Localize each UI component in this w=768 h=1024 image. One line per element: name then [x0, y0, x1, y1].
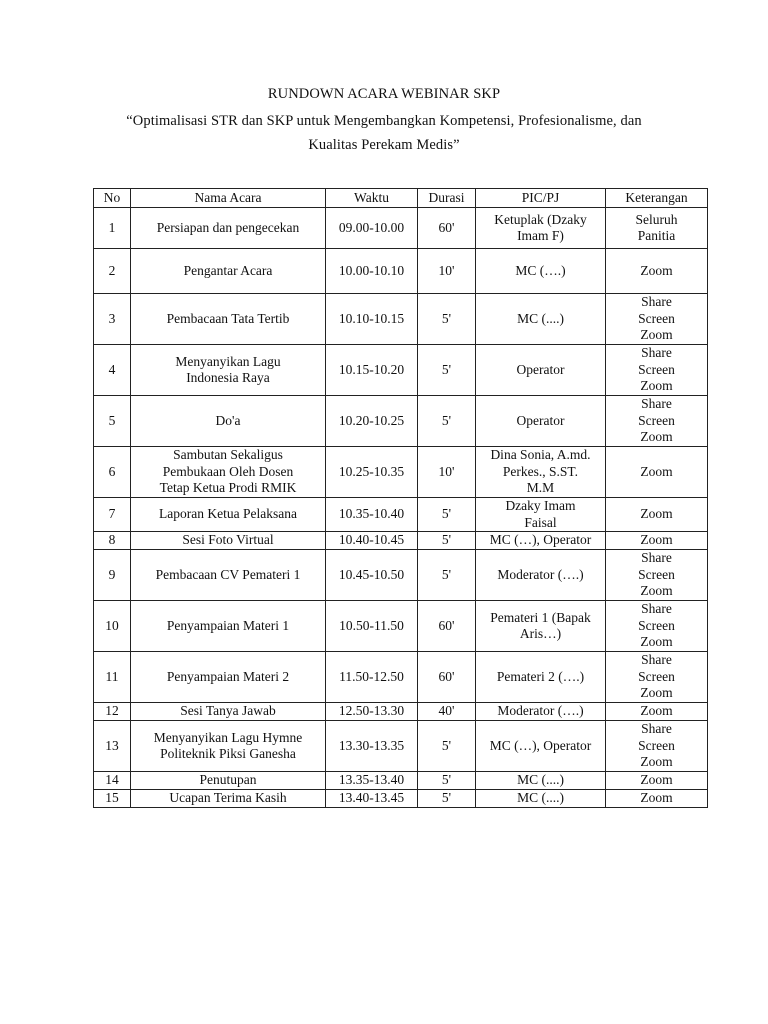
- cell-nama-acara: [131, 721, 326, 772]
- table-row: [94, 249, 708, 294]
- cell-nama-acara: [131, 601, 326, 652]
- cell-keterangan: [606, 396, 708, 447]
- cell-nama-acara: [131, 249, 326, 294]
- table-row: [94, 601, 708, 652]
- cell-waktu: 10.20-10.25: [326, 396, 418, 447]
- column-header-waktu: Waktu: [326, 189, 418, 208]
- table-row: [94, 652, 708, 703]
- cell-nama-acara-line: Sambutan Sekaligus: [173, 447, 283, 463]
- cell-nama-acara-line: Menyanyikan Lagu Hymne: [153, 729, 303, 745]
- cell-no: 3: [94, 294, 131, 345]
- cell-nama-acara-line: Penyampaian Materi 1: [166, 617, 290, 633]
- cell-pic-pj: [476, 790, 606, 808]
- cell-pic-pj-line: Pemateri 2 (….): [496, 668, 585, 684]
- cell-pic-pj-line: Operator: [516, 361, 565, 377]
- cell-nama-acara-line: Indonesia Raya: [186, 370, 270, 385]
- table-row: [94, 294, 708, 345]
- cell-waktu: 13.35-13.40: [326, 772, 418, 790]
- cell-no: 15: [94, 790, 131, 808]
- cell-keterangan-line: Zoom: [640, 463, 673, 479]
- cell-keterangan-line: Zoom: [640, 327, 673, 343]
- cell-pic-pj: [476, 447, 606, 498]
- cell-durasi: 5': [418, 498, 476, 532]
- cell-keterangan-line: Zoom: [640, 790, 673, 806]
- cell-nama-acara: [131, 208, 326, 249]
- cell-nama-acara-line: Pembukaan Oleh Dosen: [162, 463, 294, 479]
- cell-pic-pj: [476, 208, 606, 249]
- cell-nama-acara-line: Ucapan Terima Kasih: [169, 790, 287, 806]
- rundown-table: [93, 188, 708, 808]
- cell-durasi: 40': [418, 703, 476, 721]
- table-row: [94, 396, 708, 447]
- cell-pic-pj: [476, 772, 606, 790]
- cell-keterangan-line: Screen: [638, 737, 675, 753]
- cell-waktu: 10.15-10.20: [326, 345, 418, 396]
- cell-nama-acara: [131, 790, 326, 808]
- cell-pic-pj-line: MC (…), Operator: [489, 532, 592, 548]
- cell-nama-acara: [131, 652, 326, 703]
- document-subtitle-line1: “Optimalisasi STR dan SKP untuk Mengembangkan Kompetensi, Profesionalisme, dan: [126, 113, 642, 129]
- cell-keterangan-line: Share: [641, 721, 672, 737]
- cell-keterangan: [606, 249, 708, 294]
- cell-keterangan-line: Share: [641, 550, 672, 566]
- cell-keterangan-line: Screen: [638, 617, 675, 633]
- cell-durasi: 10': [418, 249, 476, 294]
- cell-nama-acara-line: Pembacaan Tata Tertib: [166, 310, 290, 326]
- cell-keterangan-line: Zoom: [640, 685, 673, 701]
- cell-keterangan: [606, 703, 708, 721]
- cell-pic-pj-line: Operator: [516, 412, 565, 428]
- cell-pic-pj: [476, 721, 606, 772]
- cell-nama-acara-line: Menyanyikan Lagu: [175, 353, 281, 369]
- cell-keterangan-line: Screen: [638, 566, 675, 582]
- cell-pic-pj: [476, 550, 606, 601]
- cell-pic-pj-line: Pemateri 1 (Bapak: [490, 609, 591, 625]
- column-header-nama-acara: Nama Acara: [131, 189, 326, 208]
- cell-keterangan-line: Panitia: [637, 228, 676, 243]
- cell-no: 1: [94, 208, 131, 249]
- cell-durasi: 60': [418, 208, 476, 249]
- cell-no: 10: [94, 601, 131, 652]
- cell-pic-pj: [476, 396, 606, 447]
- cell-nama-acara-line: Politeknik Piksi Ganesha: [160, 746, 296, 761]
- table-row: [94, 703, 708, 721]
- cell-keterangan-line: Share: [641, 601, 672, 617]
- cell-pic-pj-line: Dzaky Imam: [505, 498, 576, 513]
- cell-keterangan-line: Share: [641, 652, 672, 668]
- cell-durasi: 5': [418, 532, 476, 550]
- cell-nama-acara: [131, 498, 326, 532]
- table-row: [94, 532, 708, 550]
- cell-keterangan-line: Zoom: [640, 634, 673, 650]
- cell-keterangan: [606, 447, 708, 498]
- cell-no: 11: [94, 652, 131, 703]
- cell-keterangan-line: Screen: [638, 668, 675, 684]
- cell-waktu: 10.00-10.10: [326, 249, 418, 294]
- table-row: [94, 345, 708, 396]
- cell-nama-acara-line: Penutupan: [199, 772, 257, 788]
- cell-pic-pj-line: Ketuplak (Dzaky: [494, 211, 587, 227]
- cell-pic-pj: [476, 498, 606, 532]
- cell-durasi: 5': [418, 345, 476, 396]
- cell-keterangan-line: Seluruh: [635, 211, 678, 227]
- cell-keterangan: [606, 345, 708, 396]
- cell-waktu: 12.50-13.30: [326, 703, 418, 721]
- cell-keterangan-line: Zoom: [640, 532, 673, 548]
- cell-durasi: 10': [418, 447, 476, 498]
- cell-pic-pj: [476, 703, 606, 721]
- cell-pic-pj: [476, 652, 606, 703]
- cell-no: 12: [94, 703, 131, 721]
- column-header-durasi: Durasi: [418, 189, 476, 208]
- cell-pic-pj-line: Aris…): [519, 626, 562, 641]
- cell-no: 7: [94, 498, 131, 532]
- cell-no: 2: [94, 249, 131, 294]
- cell-keterangan-line: Zoom: [640, 703, 673, 719]
- cell-pic-pj: [476, 345, 606, 396]
- column-header-pic-pj: PIC/PJ: [476, 189, 606, 208]
- cell-pic-pj-line: MC (…), Operator: [489, 737, 592, 753]
- cell-nama-acara: [131, 703, 326, 721]
- table-body: [94, 208, 708, 808]
- cell-keterangan: [606, 208, 708, 249]
- cell-nama-acara: [131, 447, 326, 498]
- cell-waktu: 09.00-10.00: [326, 208, 418, 249]
- cell-keterangan-line: Zoom: [640, 772, 673, 788]
- cell-keterangan-line: Screen: [638, 412, 675, 428]
- cell-no: 14: [94, 772, 131, 790]
- cell-nama-acara: [131, 550, 326, 601]
- cell-keterangan: [606, 294, 708, 345]
- cell-pic-pj: [476, 532, 606, 550]
- cell-waktu: 10.25-10.35: [326, 447, 418, 498]
- cell-waktu: 10.50-11.50: [326, 601, 418, 652]
- cell-pic-pj-line: MC (....): [517, 790, 564, 806]
- cell-pic-pj: [476, 601, 606, 652]
- cell-durasi: 5': [418, 294, 476, 345]
- cell-nama-acara-line: Do'a: [215, 412, 241, 428]
- cell-nama-acara-line: Penyampaian Materi 2: [166, 668, 290, 684]
- cell-keterangan: [606, 601, 708, 652]
- cell-keterangan-line: Zoom: [640, 754, 673, 770]
- cell-nama-acara-line: Sesi Foto Virtual: [182, 532, 274, 548]
- cell-keterangan: [606, 772, 708, 790]
- document-title: RUNDOWN ACARA WEBINAR SKP: [267, 86, 501, 102]
- table-header-row: [94, 189, 708, 208]
- cell-keterangan-line: Zoom: [640, 506, 673, 522]
- cell-keterangan-line: Share: [641, 345, 672, 361]
- cell-keterangan: [606, 550, 708, 601]
- cell-nama-acara: [131, 345, 326, 396]
- cell-durasi: 60': [418, 601, 476, 652]
- cell-pic-pj-line: Moderator (….): [497, 703, 584, 719]
- cell-keterangan-line: Zoom: [640, 429, 673, 445]
- cell-durasi: 5': [418, 396, 476, 447]
- cell-keterangan-line: Share: [641, 396, 672, 412]
- cell-keterangan-line: Share: [641, 294, 672, 310]
- cell-no: 5: [94, 396, 131, 447]
- cell-pic-pj-line: MC (....): [517, 310, 564, 326]
- cell-durasi: 5': [418, 790, 476, 808]
- table-row: [94, 208, 708, 249]
- cell-waktu: 10.45-10.50: [326, 550, 418, 601]
- cell-nama-acara-line: Laporan Ketua Pelaksana: [159, 506, 297, 522]
- cell-keterangan-line: Zoom: [640, 378, 673, 394]
- cell-pic-pj-line: Moderator (….): [497, 566, 584, 582]
- cell-nama-acara-line: Persiapan dan pengecekan: [156, 219, 300, 235]
- cell-no: 9: [94, 550, 131, 601]
- table-row: [94, 790, 708, 808]
- cell-nama-acara-line: Tetap Ketua Prodi RMIK: [159, 480, 297, 496]
- cell-keterangan-line: Screen: [638, 361, 675, 377]
- column-header-no: No: [94, 189, 131, 208]
- cell-no: 6: [94, 447, 131, 498]
- cell-durasi: 5': [418, 721, 476, 772]
- cell-no: 13: [94, 721, 131, 772]
- cell-durasi: 5': [418, 772, 476, 790]
- cell-pic-pj-line: MC (….): [515, 262, 566, 278]
- cell-nama-acara-line: Pengantar Acara: [183, 262, 273, 278]
- cell-waktu: 13.40-13.45: [326, 790, 418, 808]
- cell-pic-pj-line: Dina Sonia, A.md.: [490, 447, 591, 463]
- cell-keterangan: [606, 790, 708, 808]
- cell-pic-pj-line: Faisal: [524, 514, 557, 530]
- cell-nama-acara: [131, 294, 326, 345]
- cell-nama-acara: [131, 772, 326, 790]
- cell-keterangan-line: Screen: [638, 310, 675, 326]
- cell-keterangan: [606, 721, 708, 772]
- cell-waktu: 11.50-12.50: [326, 652, 418, 703]
- cell-waktu: 10.35-10.40: [326, 498, 418, 532]
- cell-nama-acara: [131, 396, 326, 447]
- table-row: [94, 447, 708, 498]
- document-subtitle-line2: Kualitas Perekam Medis”: [308, 137, 460, 153]
- cell-durasi: 5': [418, 550, 476, 601]
- cell-no: 8: [94, 532, 131, 550]
- cell-pic-pj: [476, 294, 606, 345]
- cell-keterangan: [606, 498, 708, 532]
- cell-pic-pj-line: MC (....): [517, 772, 564, 788]
- table-row: [94, 498, 708, 532]
- cell-waktu: 10.10-10.15: [326, 294, 418, 345]
- cell-keterangan-line: Zoom: [640, 262, 673, 278]
- cell-pic-pj-line: Imam F): [517, 228, 564, 243]
- cell-pic-pj: [476, 249, 606, 294]
- cell-nama-acara-line: Pembacaan CV Pemateri 1: [155, 566, 301, 582]
- cell-durasi: 60': [418, 652, 476, 703]
- cell-nama-acara-line: Sesi Tanya Jawab: [180, 703, 276, 719]
- cell-waktu: 13.30-13.35: [326, 721, 418, 772]
- table-row: [94, 772, 708, 790]
- table-row: [94, 550, 708, 601]
- cell-pic-pj-line: M.M: [526, 480, 555, 496]
- column-header-keterangan: Keterangan: [606, 189, 708, 208]
- cell-no: 4: [94, 345, 131, 396]
- cell-pic-pj-line: Perkes., S.ST.: [502, 463, 579, 479]
- cell-keterangan: [606, 532, 708, 550]
- table-row: [94, 721, 708, 772]
- cell-waktu: 10.40-10.45: [326, 532, 418, 550]
- cell-nama-acara: [131, 532, 326, 550]
- cell-keterangan-line: Zoom: [640, 583, 673, 599]
- cell-keterangan: [606, 652, 708, 703]
